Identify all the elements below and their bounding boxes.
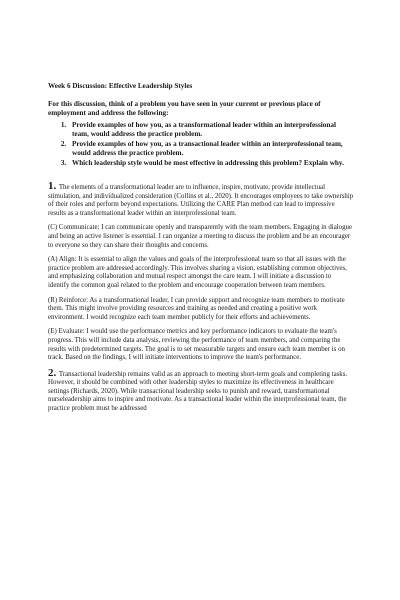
communicate-paragraph: (C) Communicate: I can communicate openly and transparently with the team members. Engaging in dialogue and being an active listener is essential. I can organize a meeting to discuss the problem and be an encourager to everyone so they can share their thoughts and concerns.	[48, 224, 353, 249]
question-item: 2. Provide examples of how you, as a transactional leader within an interprofessional team, would address the practice problem.	[68, 140, 354, 158]
evaluate-paragraph: (E) Evaluate: I would use the performance metrics and key performance indicators to evaluate the team's progress. This will include data analysis, reviewing the performance of team members, and comparing the results with predetermined targets. The goal is to set measurable targets and ensure each team member is on track. Based on the findings, I will initiate interventions to improve the team's performance.	[48, 328, 345, 362]
section-1-paragraph	[48, 182, 354, 218]
document-title: Week 6 Discussion: Effective Leadership Styles	[48, 82, 193, 90]
question-list	[48, 121, 354, 168]
discussion-prompt: For this discussion, think of a problem you have seen in your current or previous place of employment and address the following:	[48, 100, 321, 117]
reinforce-paragraph: (R) Reinforce: As a transformational leader, I can provide support and recognize team members to motivate them. This might involve providing resources and training as needed and creating a positive work environment. I would recognize each team member publicly for their efforts and achievements.	[48, 296, 345, 321]
section-1-number: 1.	[48, 180, 57, 192]
question-item: 1. Provide examples of how you, as a transformational leader within an interprofessional team, would address the practice problem.	[68, 121, 354, 139]
section-2-text: Transactional leadership remains valid as an approach to meeting short-term goals and completing tasks. However, it should be combined with other leadership styles to maximize its effectiveness in healthcare settings (Richards, 2020). While transactional leadership seeks to punish and reward, transformational nurseleadership aims to inspire and motivate. As a transactional leader within the interprofessional team, the practice problem must be addressed	[48, 370, 348, 413]
question-item: 3. Which leadership style would be most effective in addressing this problem? Explain why.	[68, 159, 354, 168]
align-paragraph: (A) Align: It is essential to align the values and goals of the interprofessional team so that all issues with the practice problem are addressed accordingly. This involves sharing a vision, establishing common objectives, and emphasizing collaboration and mutual respect amongst the care team. I will initiate a discussion to identify the common goal related to the problem and encourage cooperation between team members.	[48, 256, 347, 289]
section-2-paragraph	[48, 366, 354, 414]
section-2-number: 2.	[48, 366, 57, 379]
section-1-text: The elements of a transformational leader are to influence, inspire, motivate, provide intellectual stimulation, and individualized consideration (Collins et al., 2020). It encourages employees to take ownership of their roles and perform beyond expectations. Utilizing the CARE Plan method can lead to impressive results as a transformational leader within an interprofessional team.	[48, 184, 354, 217]
